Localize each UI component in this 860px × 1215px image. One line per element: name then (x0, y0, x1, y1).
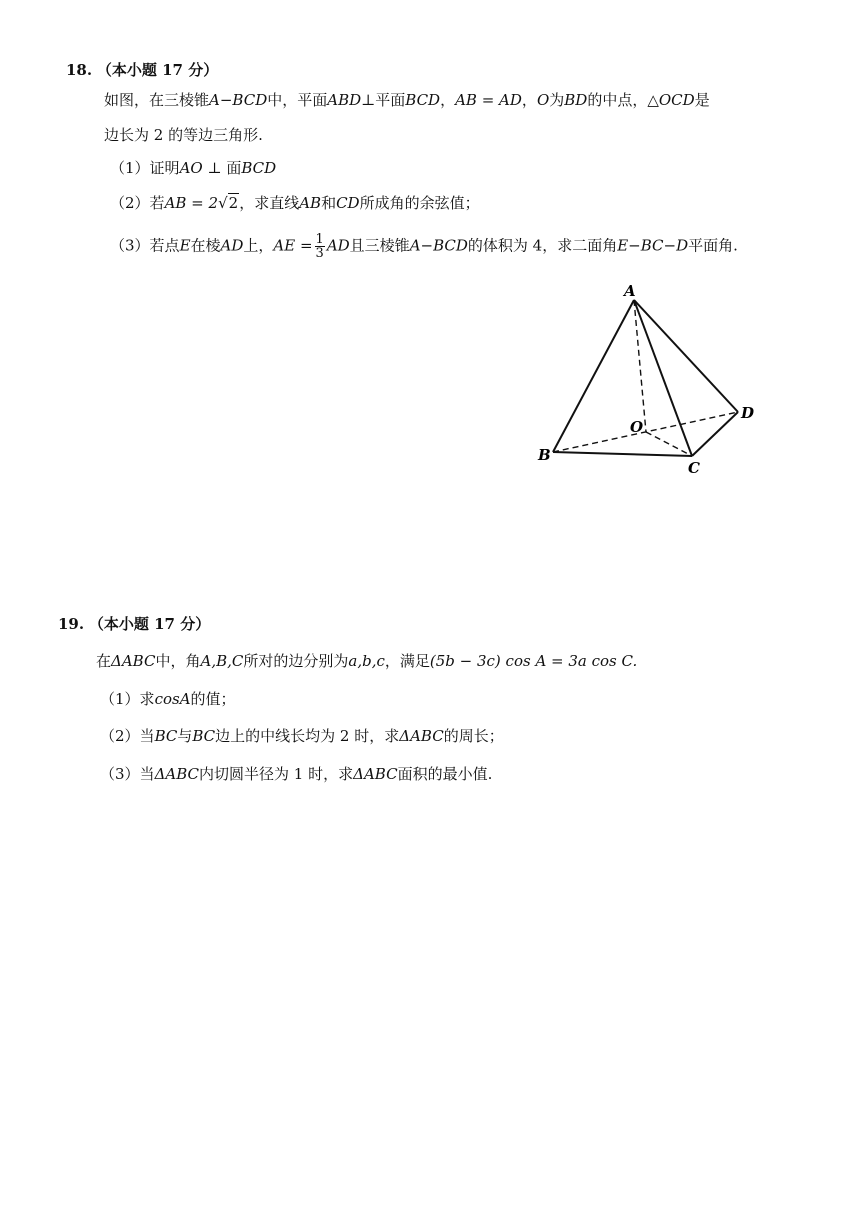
q18-sub2: （2）若AB = 2√2，求直线AB和CD所成角的余弦值； (110, 194, 480, 212)
q19-title (58, 613, 210, 635)
edge-AB (553, 300, 634, 452)
q19-sub1: （1）求cosA的值； (100, 690, 236, 708)
sqrt-expression: √2 (218, 194, 239, 212)
edge-CD (692, 412, 738, 456)
q18-sub3: （3）若点E在棱AD上，AE = $\frac{1}{3}$ AD且三棱锥A−BCD的体积为 4，求二面角E−BC−D平面角. (110, 232, 738, 261)
q18-number: 18. (66, 61, 93, 79)
segment-AO-hidden (634, 300, 646, 432)
q19-header: （本小题 17 分） (88, 615, 211, 633)
q19-stem: 在ΔABC中，角A,B,C所对的边分别为a,b,c，满足(5b − 3c) cos A = 3a cos C. (96, 652, 638, 670)
label-O: O (630, 418, 644, 436)
q18-stem-line1: 如图，在三棱锥A−BCD中，平面ABD⊥平面BCD，AB = AD，O为BD的中点，△OCD是 (104, 91, 710, 109)
q19-number: 19. (58, 615, 85, 633)
edge-BC (553, 452, 692, 456)
q19-sub2: （2）当BC与BC边上的中线长均为 2 时，求ΔABC的周长； (100, 727, 504, 745)
label-A: A (624, 282, 636, 300)
q18-header: （本小题 17 分） (96, 61, 219, 79)
q19-sub3: （3）当ΔABC内切圆半径为 1 时，求ΔABC面积的最小值. (100, 765, 493, 783)
label-D: D (741, 404, 755, 422)
q18-stem-line2: 边长为 2 的等边三角形. (104, 126, 263, 144)
q18-sub1: （1）证明AO ⊥ 面BCD (110, 159, 277, 177)
edge-AD (634, 300, 738, 412)
label-B: B (538, 446, 551, 464)
fraction-one-third: $\frac{1}{3}$ (315, 232, 324, 261)
label-C: C (688, 459, 700, 477)
